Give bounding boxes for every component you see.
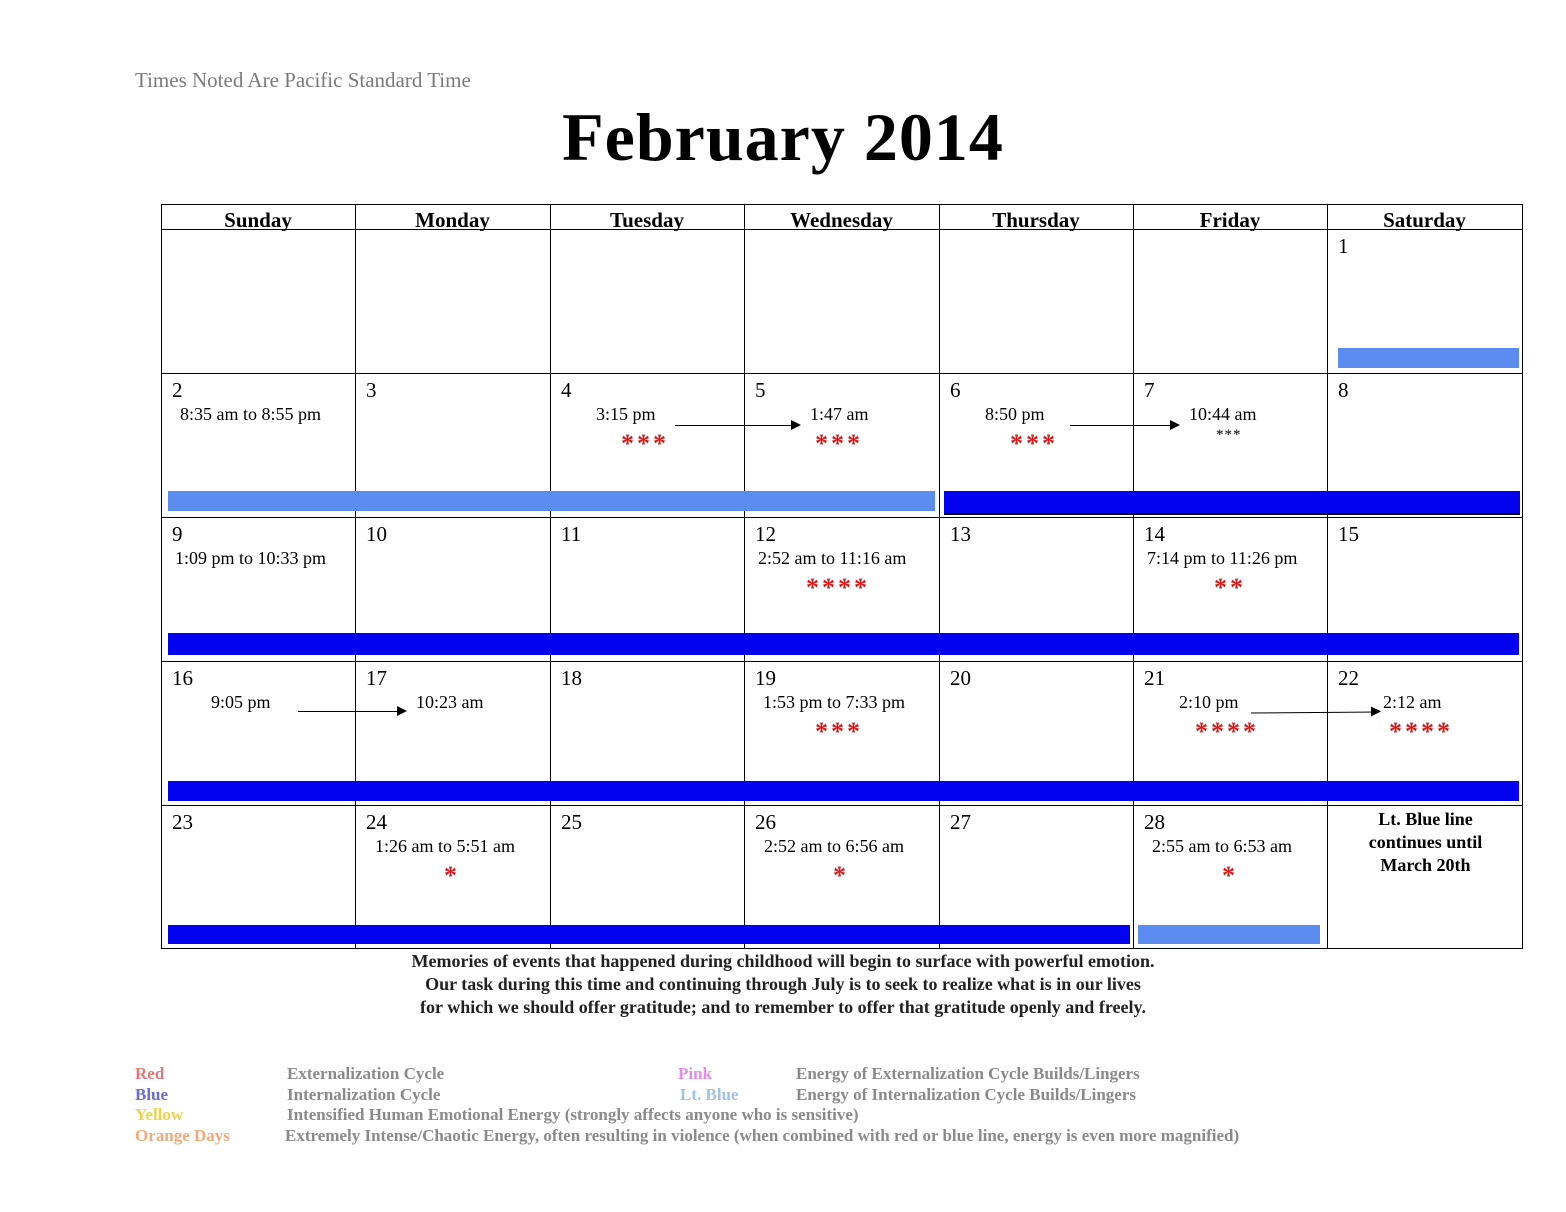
blue-line bbox=[168, 633, 1519, 655]
date-number: 20 bbox=[950, 666, 971, 690]
intensity-stars: * bbox=[1222, 861, 1238, 890]
date-number: 8 bbox=[1338, 378, 1349, 402]
date-number: 27 bbox=[950, 810, 971, 834]
light-blue-line bbox=[1338, 348, 1519, 368]
grid-line bbox=[355, 204, 356, 949]
event-time: 10:23 am bbox=[416, 692, 484, 712]
grid-line bbox=[1133, 204, 1134, 949]
grid-line bbox=[161, 204, 1523, 205]
date-number: 21 bbox=[1144, 666, 1165, 690]
event-time: 8:50 pm bbox=[985, 404, 1045, 424]
date-number: 10 bbox=[366, 522, 387, 546]
day-header-friday: Friday bbox=[1199, 208, 1261, 231]
intensity-stars: *** bbox=[1010, 429, 1058, 458]
day-header-tuesday: Tuesday bbox=[610, 208, 684, 231]
intensity-stars: *** bbox=[621, 429, 669, 458]
date-number: 7 bbox=[1144, 378, 1155, 402]
date-number: 26 bbox=[755, 810, 776, 834]
legend-key-pink: Pink bbox=[678, 1064, 713, 1083]
timezone-note: Times Noted Are Pacific Standard Time bbox=[135, 68, 471, 92]
arrow-icon bbox=[675, 425, 799, 426]
event-time: 2:10 pm bbox=[1179, 692, 1239, 712]
date-number: 3 bbox=[366, 378, 377, 402]
grid-line bbox=[161, 204, 162, 949]
event-time: 1:26 am to 5:51 am bbox=[375, 836, 515, 856]
date-number: 12 bbox=[755, 522, 776, 546]
legend-key-yellow: Yellow bbox=[135, 1105, 184, 1124]
date-number: 14 bbox=[1144, 522, 1165, 546]
date-number: 23 bbox=[172, 810, 193, 834]
grid-line bbox=[939, 204, 940, 949]
date-number: 19 bbox=[755, 666, 776, 690]
message-line: Memories of events that happened during childhood will begin to surface with powerful emotion. bbox=[411, 951, 1155, 971]
day-header-saturday: Saturday bbox=[1383, 208, 1466, 231]
date-number: 13 bbox=[950, 522, 971, 546]
date-number: 17 bbox=[366, 666, 387, 690]
legend-key-orange-days: Orange Days bbox=[135, 1126, 230, 1145]
date-number: 4 bbox=[561, 378, 572, 402]
day-header-wednesday: Wednesday bbox=[790, 208, 893, 231]
page-title: February 2014 bbox=[562, 99, 1004, 175]
legend-desc: Extremely Intense/Chaotic Energy, often resulting in violence (when combined with red or blue line, energy is even more magnified) bbox=[285, 1126, 1240, 1145]
day-header-monday: Monday bbox=[415, 208, 490, 231]
note-line: Lt. Blue line bbox=[1378, 809, 1473, 829]
event-time: 10:44 am bbox=[1189, 404, 1257, 424]
grid-line bbox=[1522, 204, 1523, 949]
date-number: 15 bbox=[1338, 522, 1359, 546]
legend-desc: Energy of Internalization Cycle Builds/Lingers bbox=[796, 1085, 1136, 1104]
event-time: 2:12 am bbox=[1383, 692, 1442, 712]
legend-key-lt-blue: Lt. Blue bbox=[680, 1085, 739, 1104]
intensity-stars: **** bbox=[1389, 717, 1453, 746]
grid-line bbox=[161, 805, 1523, 806]
date-number: 1 bbox=[1338, 234, 1349, 258]
intensity-stars: * bbox=[444, 861, 460, 890]
intensity-stars: ** bbox=[1214, 573, 1246, 602]
saturday-note bbox=[1329, 808, 1522, 877]
grid-line bbox=[1327, 204, 1328, 949]
day-header-sunday: Sunday bbox=[224, 208, 292, 231]
event-time: 3:15 pm bbox=[596, 404, 656, 424]
legend-desc: Internalization Cycle bbox=[287, 1085, 441, 1104]
light-blue-line bbox=[1138, 925, 1320, 944]
message-line: for which we should offer gratitude; and to remember to offer that gratitude openly and freely. bbox=[420, 997, 1146, 1017]
date-number: 5 bbox=[755, 378, 766, 402]
intensity-stars: *** bbox=[815, 429, 863, 458]
date-number: 6 bbox=[950, 378, 961, 402]
legend-key-red: Red bbox=[135, 1064, 165, 1083]
event-time: 2:55 am to 6:53 am bbox=[1152, 836, 1292, 856]
event-time: 1:53 pm to 7:33 pm bbox=[763, 692, 906, 712]
grid-line bbox=[161, 373, 1523, 374]
note-line: March 20th bbox=[1380, 855, 1471, 875]
date-number: 16 bbox=[172, 666, 193, 690]
event-time: 2:52 am to 11:16 am bbox=[758, 548, 907, 568]
blue-line bbox=[168, 781, 1519, 801]
intensity-stars: *** bbox=[1216, 427, 1242, 443]
blue-line bbox=[944, 491, 1520, 513]
intensity-stars: **** bbox=[806, 573, 870, 602]
message-line: Our task during this time and continuing through July is to seek to realize what is in our lives bbox=[425, 974, 1141, 994]
grid-line bbox=[161, 948, 1523, 949]
date-number: 18 bbox=[561, 666, 582, 690]
arrow-icon bbox=[298, 711, 405, 712]
event-time: 7:14 pm to 11:26 pm bbox=[1147, 548, 1298, 568]
event-time: 8:35 am to 8:55 pm bbox=[180, 404, 321, 424]
date-number: 2 bbox=[172, 378, 183, 402]
arrow-icon bbox=[1251, 711, 1379, 713]
date-number: 24 bbox=[366, 810, 387, 834]
intensity-stars: **** bbox=[1195, 717, 1259, 746]
grid-line bbox=[161, 661, 1523, 662]
blue-line bbox=[168, 925, 1130, 944]
legend-desc: Externalization Cycle bbox=[287, 1064, 445, 1083]
date-number: 28 bbox=[1144, 810, 1165, 834]
grid-line bbox=[744, 204, 745, 949]
legend-key-blue: Blue bbox=[135, 1085, 169, 1104]
light-blue-line bbox=[168, 491, 935, 511]
date-number: 22 bbox=[1338, 666, 1359, 690]
legend-desc: Intensified Human Emotional Energy (strongly affects anyone who is sensitive) bbox=[287, 1105, 859, 1124]
date-number: 9 bbox=[172, 522, 183, 546]
intensity-stars: * bbox=[833, 861, 849, 890]
intensity-stars: *** bbox=[815, 717, 863, 746]
legend-desc: Energy of Externalization Cycle Builds/Lingers bbox=[796, 1064, 1140, 1083]
arrow-icon bbox=[1070, 425, 1178, 426]
date-number: 11 bbox=[561, 522, 582, 546]
event-time: 1:09 pm to 10:33 pm bbox=[175, 548, 327, 568]
event-time: 9:05 pm bbox=[211, 692, 271, 712]
grid-line bbox=[161, 517, 1523, 518]
grid-line bbox=[550, 204, 551, 949]
event-time: 2:52 am to 6:56 am bbox=[764, 836, 904, 856]
note-line: continues until bbox=[1368, 832, 1483, 852]
event-time: 1:47 am bbox=[810, 404, 869, 424]
day-header-thursday: Thursday bbox=[992, 208, 1080, 231]
date-number: 25 bbox=[561, 810, 582, 834]
